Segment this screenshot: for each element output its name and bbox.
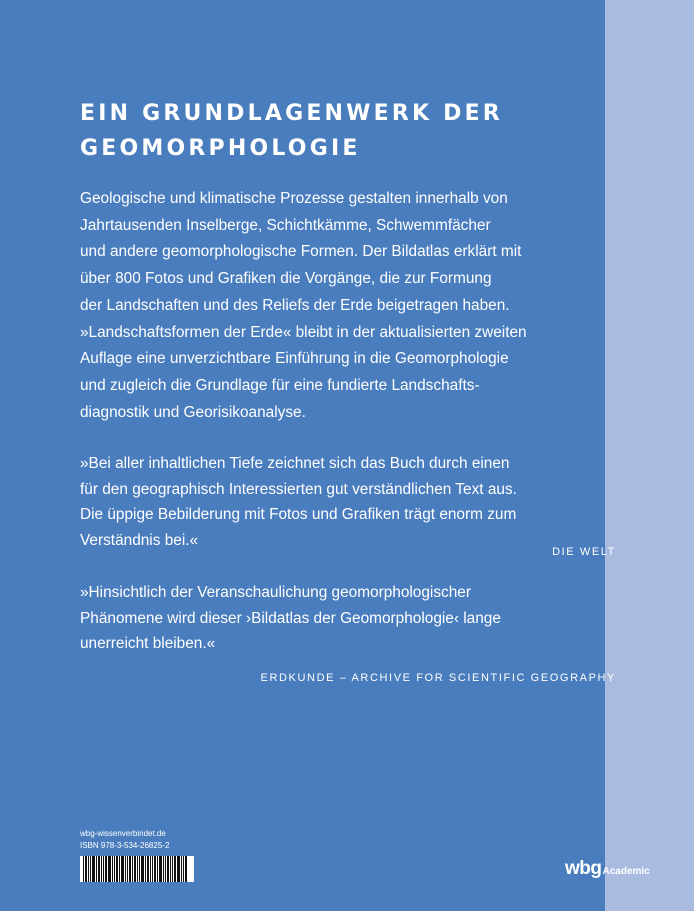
barcode-stripe xyxy=(139,856,140,882)
barcode-stripe xyxy=(165,856,166,882)
review-quote-erdkunde xyxy=(80,580,580,657)
barcode-stripe xyxy=(154,856,156,882)
barcode-stripe xyxy=(157,856,158,882)
barcode-stripe xyxy=(132,856,133,882)
barcode-stripe xyxy=(112,856,113,882)
barcode-stripe xyxy=(152,856,153,882)
barcode-stripe xyxy=(141,856,144,882)
quote-source-welt: DIE WELT xyxy=(552,546,616,558)
barcode-stripe xyxy=(137,856,138,882)
barcode-stripe xyxy=(108,856,111,882)
quote-line: für den geographisch Interessierten gut verständlichen Text aus. xyxy=(80,480,517,498)
logo-wbg: wbg xyxy=(565,858,602,879)
barcode-stripe xyxy=(134,856,136,882)
barcode-stripe xyxy=(167,856,169,882)
barcode-stripe xyxy=(125,856,126,882)
headline-line: EIN GRUNDLAGENWERK DER xyxy=(80,101,503,126)
description-line: und zugleich die Grundlage für eine fundierte Landschafts- xyxy=(80,376,480,394)
description-line: und andere geomorphologische Formen. Der Bildatlas erklärt mit xyxy=(80,243,522,261)
barcode-stripe xyxy=(150,856,151,882)
barcode-stripe xyxy=(147,856,149,882)
description-line: Jahrtausenden Inselberge, Schichtkämme, Schwemmfächer xyxy=(80,216,491,234)
description-line: Auflage eine unverzichtbare Einführung in die Geomorphologie xyxy=(80,350,509,368)
barcode-stripe xyxy=(90,856,91,882)
barcode-stripe xyxy=(101,856,102,882)
barcode-stripe xyxy=(116,856,118,882)
barcode-stripe xyxy=(121,856,124,882)
barcode-stripe xyxy=(119,856,120,882)
description-line: über 800 Fotos und Grafiken die Vorgänge, die zur Formung xyxy=(80,270,492,288)
quote-line: »Bei aller inhaltlichen Tiefe zeichnet sich das Buch durch einen xyxy=(80,455,510,472)
barcode-stripe xyxy=(145,856,146,882)
description-line: der Landschaften und des Reliefs der Erde beigetragen haben. xyxy=(80,296,510,314)
quote-line: Die üppige Bebilderung mit Fotos und Grafiken trägt enorm zum xyxy=(80,506,517,524)
barcode-stripe xyxy=(114,856,115,882)
barcode-stripe xyxy=(103,856,104,882)
isbn-text: ISBN 978-3-534-26825-2 xyxy=(80,841,170,850)
quote-line: unerreicht bleiben.« xyxy=(80,635,216,653)
quote-source-erdkunde: ERDKUNDE – ARCHIVE FOR SCIENTIFIC GEOGRAPHY xyxy=(260,672,616,684)
quote-line: Verständnis bei.« xyxy=(80,531,199,549)
barcode-stripe xyxy=(177,856,180,882)
quote-line: »Hinsichtlich der Veranschaulichung geomorphologischer xyxy=(80,584,471,601)
publisher-logo xyxy=(565,858,650,880)
barcode-stripe xyxy=(96,856,97,882)
barcode-stripe xyxy=(127,856,128,882)
description-text xyxy=(80,186,585,426)
barcode-stripe xyxy=(174,856,176,882)
barcode-stripe xyxy=(105,856,107,882)
barcode-stripe xyxy=(159,856,162,882)
barcode-stripe xyxy=(129,856,131,882)
description-line: diagnostik und Georisikoanalyse. xyxy=(80,403,306,421)
barcode-stripe xyxy=(83,856,84,882)
isbn-block xyxy=(80,828,210,882)
barcode-stripe xyxy=(181,856,182,882)
description-line: Geologische und klimatische Prozesse gestalten innerhalb von xyxy=(80,190,508,207)
spine-strip xyxy=(602,0,694,911)
website-text: wbg-wissenverbindet.de xyxy=(80,829,166,838)
barcode-stripe xyxy=(170,856,171,882)
logo-academic: Academic xyxy=(602,866,650,877)
description-line: »Landschaftsformen der Erde« bleibt in der aktualisierten zweiten xyxy=(80,323,527,341)
barcode-stripe xyxy=(183,856,184,882)
barcode-stripe xyxy=(163,856,164,882)
headline-line: GEOMORPHOLOGIE xyxy=(80,136,361,161)
barcode-stripe xyxy=(85,856,87,882)
barcode-stripe xyxy=(185,856,187,882)
barcode-stripe xyxy=(92,856,95,882)
barcode-stripe xyxy=(172,856,173,882)
barcode xyxy=(80,856,194,882)
headline xyxy=(80,96,580,166)
review-quote-welt xyxy=(80,451,580,553)
barcode-stripe xyxy=(98,856,100,882)
quote-line: Phänomene wird dieser ›Bildatlas der Geomorphologie‹ lange xyxy=(80,609,501,627)
barcode-stripe xyxy=(88,856,89,882)
